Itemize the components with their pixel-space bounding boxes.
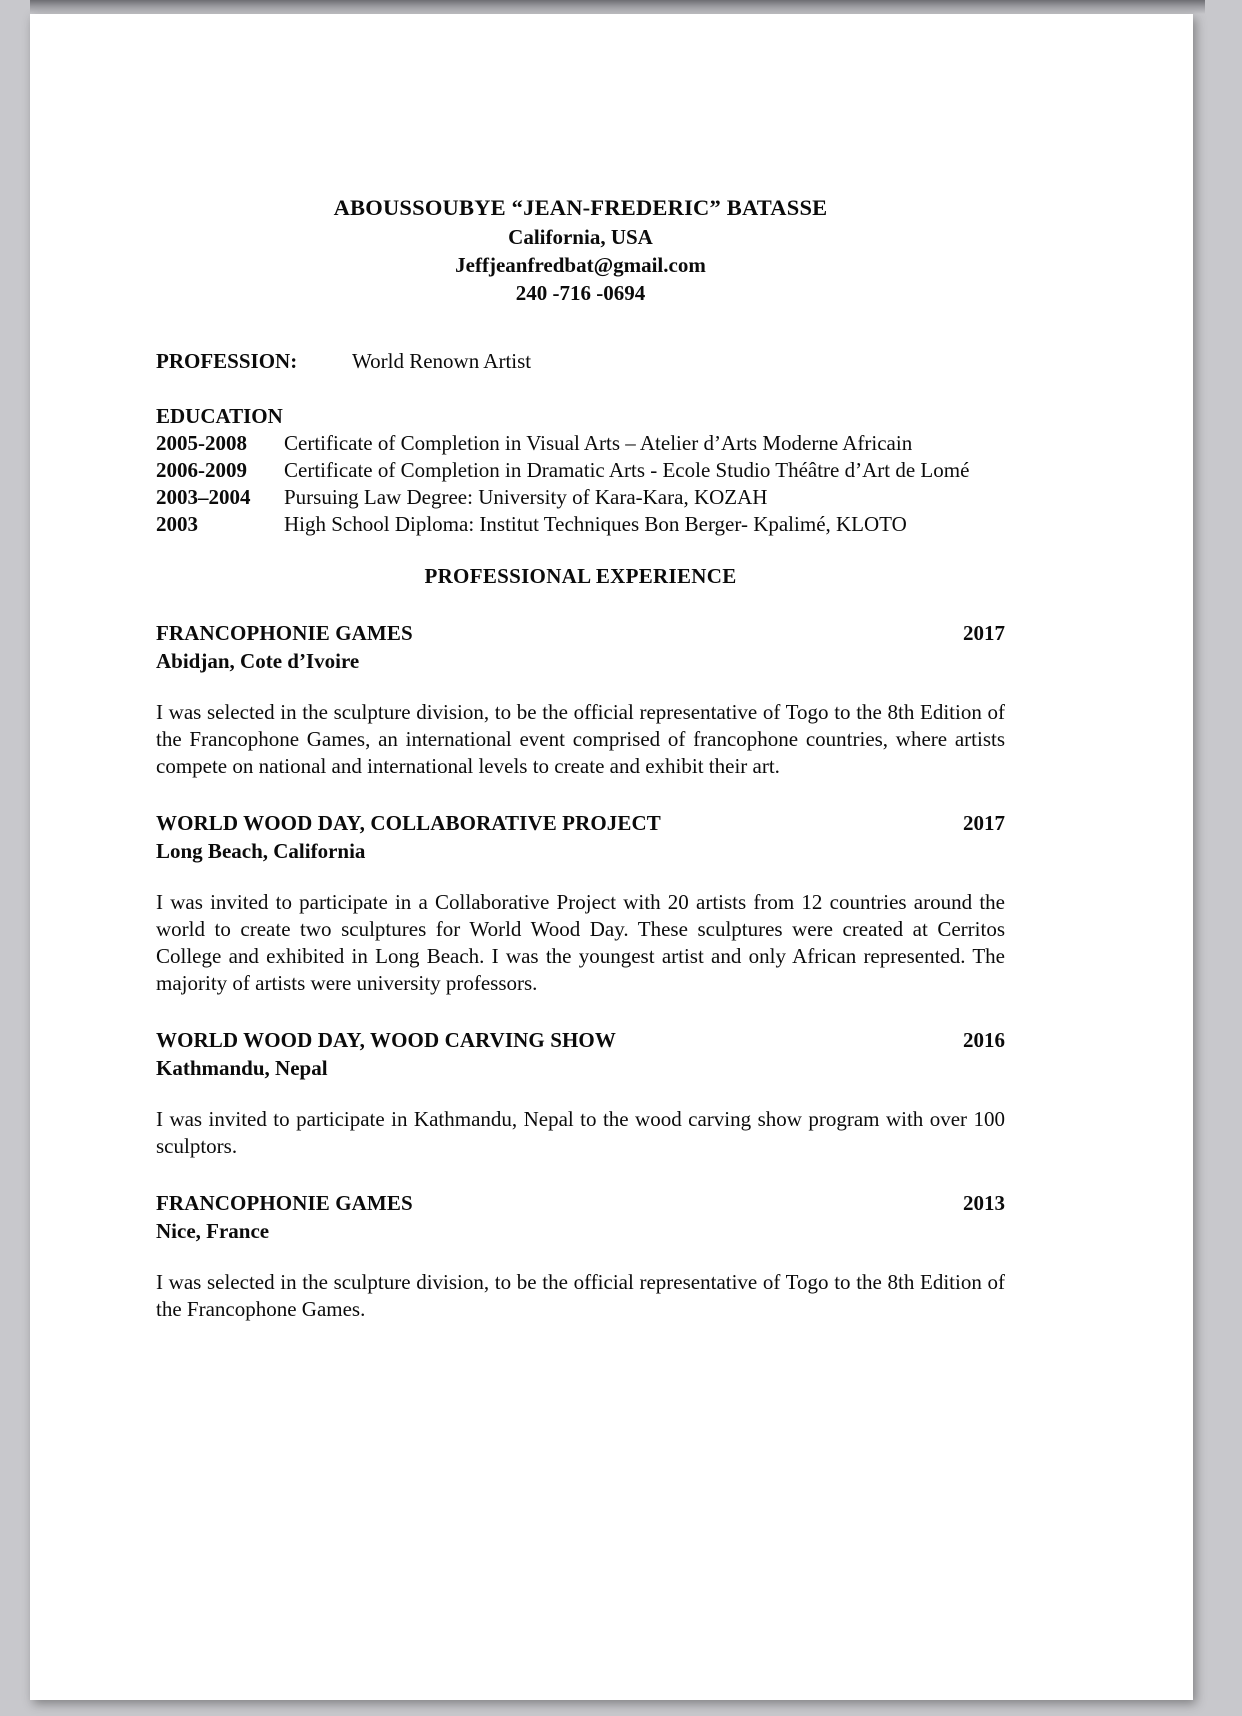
experience-entry xyxy=(156,619,1005,780)
experience-title-row xyxy=(156,809,1005,837)
experience-location: Abidjan, Cote d’Ivoire xyxy=(156,649,360,673)
experience-year: 2013 xyxy=(963,1191,1005,1215)
experience-year: 2016 xyxy=(963,1028,1005,1052)
education-description: Certificate of Completion in Dramatic Arts - Ecole Studio Théâtre d’Art de Lomé xyxy=(284,458,970,482)
education-description: Pursuing Law Degree: University of Kara-Kara, KOZAH xyxy=(284,485,768,509)
profession-label: PROFESSION: xyxy=(156,349,298,373)
experience-year: 2017 xyxy=(963,811,1005,835)
resume-page xyxy=(30,14,1193,1700)
education-description: High School Diploma: Institut Techniques Bon Berger- Kpalimé, KLOTO xyxy=(284,512,907,536)
experience-heading: PROFESSIONAL EXPERIENCE xyxy=(424,564,737,588)
candidate-phone: 240 -716 -0694 xyxy=(515,281,646,305)
experience-title: FRANCOPHONIE GAMES xyxy=(156,621,413,645)
experience-title-row xyxy=(156,1189,1005,1217)
experience-entry xyxy=(156,809,1005,997)
document-content xyxy=(156,192,1005,1323)
experience-location: Nice, France xyxy=(156,1219,270,1243)
experience-description: I was invited to participate in Kathmandu, Nepal to the wood carving show program with over 100 sculptors. xyxy=(156,1107,1005,1158)
experience-location: Kathmandu, Nepal xyxy=(156,1056,328,1080)
candidate-name: ABOUSSOUBYE “JEAN-FREDERIC” BATASSE xyxy=(333,195,828,220)
education-years: 2003 xyxy=(156,512,198,536)
resume-header xyxy=(156,192,1005,307)
experience-title: FRANCOPHONIE GAMES xyxy=(156,1191,413,1215)
education-entry xyxy=(156,484,1005,511)
candidate-location: California, USA xyxy=(508,225,653,249)
education-list xyxy=(156,430,1005,538)
experience-title: WORLD WOOD DAY, WOOD CARVING SHOW xyxy=(156,1028,616,1052)
education-description: Certificate of Completion in Visual Arts – Atelier d’Arts Moderne Africain xyxy=(284,431,913,455)
experience-title: WORLD WOOD DAY, COLLABORATIVE PROJECT xyxy=(156,811,661,835)
education-entry xyxy=(156,430,1005,457)
education-entry xyxy=(156,457,1005,484)
experience-title-row xyxy=(156,1026,1005,1054)
education-years: 2003–2004 xyxy=(156,485,251,509)
experience-location: Long Beach, California xyxy=(156,839,366,863)
experience-entry xyxy=(156,1189,1005,1323)
experience-description: I was invited to participate in a Collaborative Project with 20 artists from 12 countries around the world to create two sculptures for World Wood Day. These sculptures were created at Cerritos College and exhibited in Long Beach. I was the youngest artist and only African represented. The majority of artists were university professors. xyxy=(156,890,1005,995)
profession-value: World Renown Artist xyxy=(352,349,532,373)
experience-description: I was selected in the sculpture division, to be the official representative of Togo to the 8th Edition of the Francophone Games, an international event comprised of francophone countries, where artists compete on national and international levels to create and exhibit their art. xyxy=(156,700,1005,778)
profession-row xyxy=(156,347,1005,375)
experience-year: 2017 xyxy=(963,621,1005,645)
candidate-email: Jeffjeanfredbat@gmail.com xyxy=(455,253,706,277)
education-years: 2006-2009 xyxy=(156,458,247,482)
experience-title-row xyxy=(156,619,1005,647)
education-entry xyxy=(156,511,1005,538)
education-heading: EDUCATION xyxy=(156,404,283,428)
experience-entry xyxy=(156,1026,1005,1160)
experience-description: I was selected in the sculpture division, to be the official representative of Togo to the 8th Edition of the Francophone Games. xyxy=(156,1270,1005,1321)
education-years: 2005-2008 xyxy=(156,431,247,455)
page-top-shadow xyxy=(30,0,1205,14)
